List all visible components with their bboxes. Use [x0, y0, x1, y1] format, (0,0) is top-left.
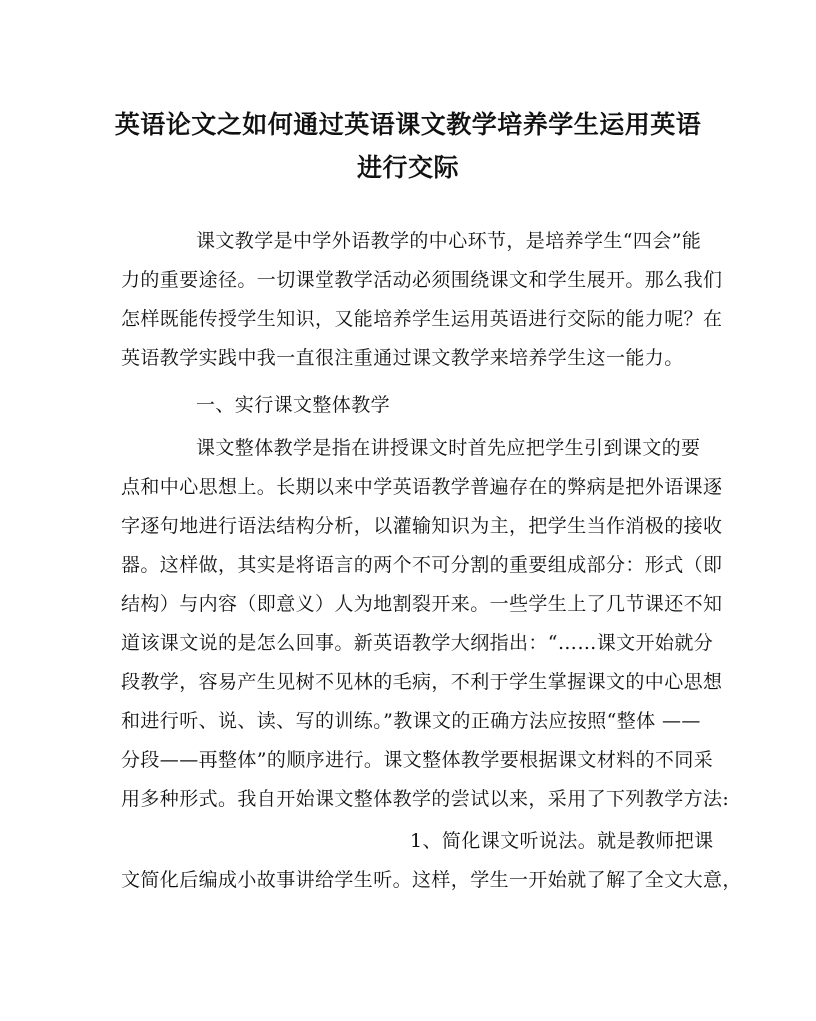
- paragraph-2-line-3: 字逐句地进行语法结构分析，以灌输知识为主，把学生当作消极的接收: [121, 515, 723, 537]
- paragraph-2-line-9: 分段——再整体”的顺序进行。课文整体教学要根据课文材料的不同采: [121, 749, 714, 771]
- document-title-line-1: 英语论文之如何通过英语课文教学培养学生运用英语: [114, 110, 702, 139]
- paragraph-2-line-8: 和进行听、说、读、写的训练。”教课文的正确方法应按照“整体 ——: [121, 710, 701, 732]
- document-title-line-2: 进行交际: [356, 153, 459, 182]
- paragraph-2-line-2: 点和中心思想上。长期以来中学英语教学普遍存在的弊病是把外语课逐: [121, 476, 723, 498]
- paragraph-1-line-1: 课文教学是中学外语教学的中心环节，是培养学生“四会”能: [196, 230, 702, 252]
- paragraph-1-line-3: 怎样既能传授学生知识，又能培养学生运用英语进行交际的能力呢？在: [121, 308, 723, 330]
- paragraph-1-line-4: 英语教学实践中我一直很注重通过课文教学来培养学生这一能力。: [121, 347, 684, 369]
- paragraph-2-line-1: 课文整体教学是指在讲授课文时首先应把学生引到课文的要: [196, 437, 701, 459]
- paragraph-2-line-4: 器。这样做，其实是将语言的两个不可分割的重要组成部分：形式（即: [121, 554, 723, 576]
- section-heading: 一、实行课文整体教学: [196, 394, 391, 416]
- paragraph-1-line-2: 力的重要途径。一切课堂教学活动必须围绕课文和学生展开。那么我们: [121, 269, 723, 291]
- paragraph-2-line-6: 道该课文说的是怎么回事。新英语教学大纲指出：“……课文开始就分: [121, 632, 714, 654]
- paragraph-3-line-1: 1、简化课文听说法。就是教师把课: [410, 830, 714, 852]
- paragraph-2-line-7: 段教学，容易产生见树不见林的毛病，不利于学生掌握课文的中心思想: [121, 671, 723, 693]
- paragraph-2-line-5: 结构）与内容（即意义）人为地割裂开来。一些学生上了几节课还不知: [121, 593, 723, 615]
- paragraph-3-line-2: 文简化后编成小故事讲给学生听。这样，学生一开始就了解了全文大意，: [121, 869, 742, 891]
- paragraph-2-line-10: 用多种形式。我自开始课文整体教学的尝试以来，采用了下列教学方法:: [121, 788, 730, 810]
